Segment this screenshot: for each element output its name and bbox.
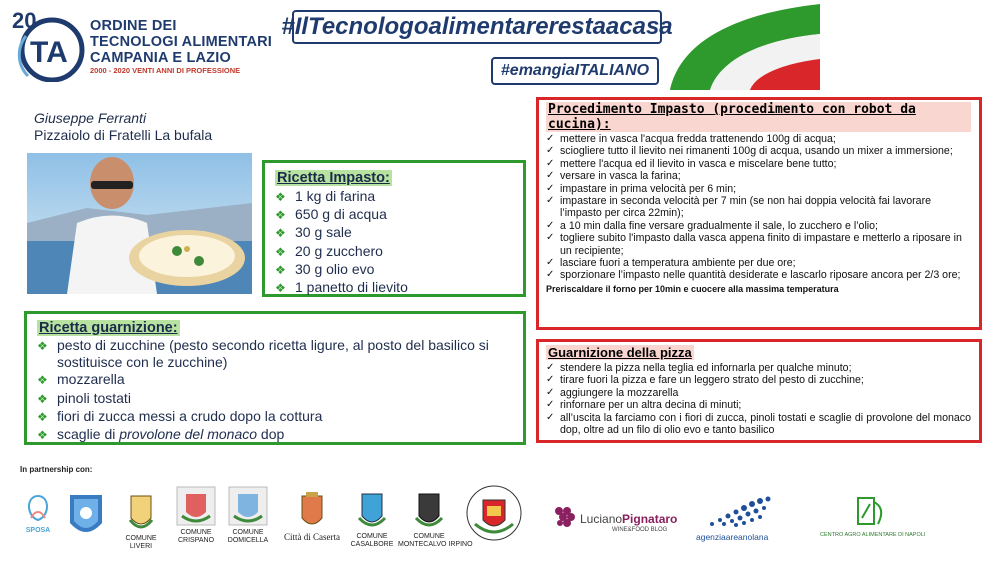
sponsor-caserta: Città di Caserta (274, 490, 350, 541)
bullet-icon: ❖ (37, 428, 48, 443)
sponsor-domicella: COMUNE DOMICELLA (224, 486, 272, 545)
list-item: ✓ sporzionare l’impasto nelle quantità desiderate e lascarlo riposare ancora per 2/3 ore; (546, 269, 961, 282)
check-icon: ✓ (546, 269, 555, 281)
luciano-first: Luciano (580, 512, 623, 526)
partnership-label: In partnership con: (20, 465, 93, 474)
crest-icon (228, 486, 268, 526)
chef-role: Pizzaiolo di Fratelli La bufala (34, 127, 213, 143)
dots-icon (702, 494, 782, 528)
list-item: ✓ sciogliere tutto il lievito nei rimanenti 100g di acqua, usando un mixer a immersione; (546, 145, 953, 158)
sponsor-liveri: COMUNE LIVERI (118, 490, 164, 551)
check-icon: ✓ (546, 195, 555, 207)
list-item: ❖ 1 kg di farina (275, 188, 523, 206)
list-item: ❖ 30 g olio evo (275, 261, 523, 279)
sponsor-montecalvo: COMUNE MONTECALVO IRPINO (398, 488, 460, 549)
list-item: ✓ tirare fuori la pizza e fare un leggero strato del pesto di zucchine; (546, 374, 864, 387)
crest-icon (412, 488, 446, 530)
bullet-icon: ❖ (275, 281, 286, 296)
check-icon: ✓ (546, 386, 555, 398)
bullet-icon: ❖ (37, 391, 48, 406)
check-icon: ✓ (546, 157, 555, 169)
sposa-logo-icon (21, 492, 55, 524)
check-icon: ✓ (546, 362, 555, 373)
bullet-icon: ❖ (37, 409, 48, 424)
check-icon: ✓ (546, 133, 555, 144)
check-icon: ✓ (546, 374, 555, 386)
list-item: ❖ 1 panetto di lievito (275, 279, 523, 297)
luciano-second: Pignataro (622, 512, 678, 526)
org-line-1: ORDINE DEI (90, 18, 177, 34)
org-subtitle: 2000 - 2020 VENTI ANNI DI PROFESSIONE (90, 66, 241, 75)
list-item: ✓ stendere la pizza nella teglia ed infornarla per qualche minuto; (546, 362, 852, 374)
list-item: ✓ impastare in prima velocità per 6 min; (546, 182, 737, 195)
luciano-sub: WINE&FOOD BLOG (612, 527, 668, 533)
list-item: ✓ rinfornare per un altra decina di minuti; (546, 399, 742, 412)
check-icon: ✓ (546, 170, 555, 182)
agenzia-logo (690, 494, 800, 544)
chef-photo (27, 153, 252, 294)
bullet-icon: ❖ (275, 244, 286, 259)
guarnizione-box (24, 311, 526, 445)
hashtag-main: #IlTecnologoalimentarerestaacasa (292, 10, 662, 44)
luciano-pignataro-logo (552, 498, 682, 538)
list-item: ✓ mettere in vasca l'acqua fredda trattenendo 100g di acqua; (546, 133, 836, 145)
org-line-3: CAMPANIA E LAZIO (90, 50, 231, 66)
list-item: ✓ impastare in seconda velocità per 7 min (se non hai doppia velocità fai lavorare l’impasto per circa 22min); (546, 195, 931, 220)
salerno-seal-icon (465, 484, 523, 542)
italian-flag-swoosh (650, 4, 820, 90)
check-icon: ✓ (546, 182, 555, 194)
check-icon: ✓ (546, 257, 555, 269)
chef-name: Giuseppe Ferranti (34, 110, 147, 126)
pizza-title: Guarnizione della pizza (548, 345, 692, 360)
list-item: ✓ togliere subito l'impasto dalla vasca appena finito di impastare e metterlo a riposare in un recipiente; (546, 232, 962, 257)
list-item: ✓ mettere l'acqua ed il lievito in vasca e miscelare bene tutto; (546, 157, 837, 170)
logo-number: 20 (12, 8, 37, 33)
list-item: ❖ 30 g sale (275, 224, 523, 242)
sponsor-casalbore: COMUNE CASALBORE (350, 488, 394, 549)
bullet-icon: ❖ (275, 226, 286, 241)
guarnizione-title: Ricetta guarnizione: (39, 320, 178, 336)
bullet-icon: ❖ (275, 208, 286, 223)
sponsor-sposa: SPOSA (18, 492, 58, 535)
crest-icon (355, 488, 389, 530)
grape-icon (552, 502, 578, 532)
agenzia-text: agenziaareanolana (696, 532, 769, 542)
impasto-title: Ricetta Impasto: (277, 170, 390, 186)
procedimento-note: Preriscaldare il forno per 10min e cuocere alla massima temperatura (546, 283, 839, 294)
list-item: ❖ scaglie di provolone del monaco dop (37, 426, 513, 444)
check-icon: ✓ (546, 219, 555, 231)
hashtag-sub: #emangiaITALIANO (491, 57, 659, 85)
list-item: ❖ 20 g zucchero (275, 243, 523, 261)
caan-icon (854, 494, 890, 528)
bullet-icon: ❖ (37, 373, 48, 388)
procedimento-box (536, 97, 982, 330)
list-item: ✓ lasciare fuori a temperatura ambiente per due ore; (546, 257, 796, 270)
list-item: ✓ aggiungere la mozzarella (546, 386, 679, 399)
caan-text: CENTRO AGRO ALIMENTARE DI NAPOLI (820, 532, 926, 538)
list-item: ❖ fiori di zucca messi a crudo dopo la cottura (37, 408, 513, 426)
impasto-box (262, 160, 526, 297)
check-icon: ✓ (546, 411, 555, 423)
crest-icon (126, 490, 156, 532)
check-icon: ✓ (546, 232, 555, 244)
org-line-2: TECNOLOGI ALIMENTARI (90, 34, 273, 50)
check-icon: ✓ (546, 399, 555, 411)
caan-logo (820, 494, 930, 544)
bullet-icon: ❖ (275, 190, 286, 204)
sponsor-salerno (462, 484, 526, 545)
logo-letters: TA (30, 36, 68, 69)
sponsor-crispano: COMUNE CRISPANO (172, 486, 220, 545)
pizza-box (536, 339, 982, 443)
list-item: ❖ 650 g di acqua (275, 206, 523, 224)
list-item: ✓ all’uscita la farciamo con i fiori di zucca, pinoli tostati e scaglie di provolone del monaco dop, oltre ad un filo di olio evo e tanto basilico (546, 411, 971, 437)
crest-icon (297, 490, 327, 530)
crest-icon (176, 486, 216, 526)
bullet-icon: ❖ (275, 262, 286, 277)
procedimento-title: Procedimento Impasto (procedimento con robot da cucina): (546, 102, 971, 132)
list-item: ❖ pesto di zucchine (pesto secondo ricetta ligure, al posto del basilico si sostituisce con le zucchine) (37, 337, 489, 371)
bullet-icon: ❖ (37, 339, 48, 353)
club-shield-icon (66, 491, 106, 543)
check-icon: ✓ (546, 145, 555, 157)
ta-logo (8, 6, 86, 82)
list-item: ❖ pinoli tostati (37, 390, 513, 408)
list-item: ✓ a 10 min dalla fine versare gradualmente il sale, lo zucchero e l’olio; (546, 219, 878, 232)
list-item: ✓ versare in vasca la farina; (546, 170, 681, 183)
list-item: ❖ mozzarella (37, 371, 513, 389)
